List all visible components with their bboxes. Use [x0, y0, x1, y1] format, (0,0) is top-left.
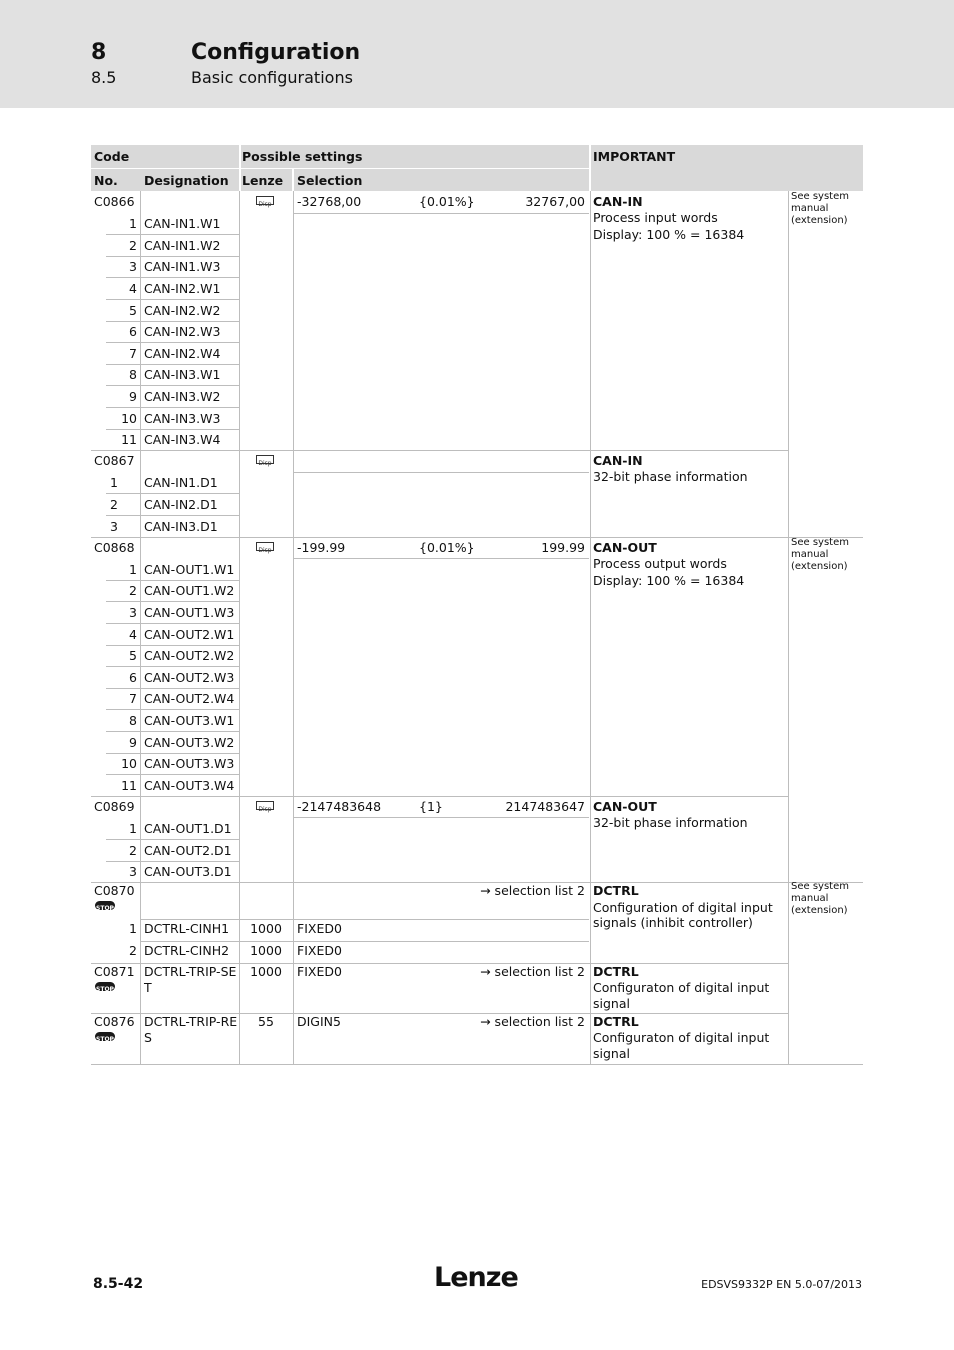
row-divider	[106, 753, 239, 754]
row-divider	[106, 277, 239, 278]
row-divider	[106, 861, 239, 862]
important-title: CAN-OUT	[593, 798, 657, 814]
row-designation: DCTRL-CINH2	[144, 943, 230, 959]
row-designation: CAN-OUT3.W3	[144, 756, 235, 772]
row-designation: CAN-IN3.W3	[144, 410, 221, 426]
row-divider	[91, 450, 788, 451]
important-text: signal	[593, 1046, 630, 1061]
important-title: CAN-IN	[593, 194, 643, 209]
row-designation: CAN-OUT1.W1	[144, 561, 235, 577]
row-designation: T	[144, 980, 152, 996]
important-text: signal	[593, 996, 630, 1012]
row-divider	[91, 796, 788, 797]
row-designation: CAN-IN1.D1	[144, 475, 218, 491]
row-number: 1	[129, 561, 137, 577]
row-designation: S	[144, 1030, 152, 1045]
important-text: Process output words	[593, 555, 727, 571]
row-designation: CAN-IN1.W2	[144, 237, 221, 253]
row-divider	[91, 1064, 863, 1065]
row-lenze: 1000	[250, 964, 282, 980]
row-designation: CAN-OUT1.D1	[144, 820, 232, 836]
row-designation: CAN-OUT1.W3	[144, 604, 235, 620]
row-number: 3	[129, 864, 137, 880]
row-divider	[106, 515, 239, 516]
important-text: signals (inhibit controller)	[593, 915, 753, 931]
section-title: Basic configurations	[191, 68, 353, 87]
range-step: {0.01%}	[419, 194, 475, 209]
row-number: 6	[129, 324, 137, 340]
range-min: -32768,00	[297, 194, 362, 209]
row-designation: CAN-OUT1.W2	[144, 583, 235, 599]
row-divider	[91, 537, 863, 538]
see-manual-note: manual	[791, 893, 829, 905]
row-divider	[294, 213, 589, 214]
row-selection: FIXED0	[297, 964, 342, 980]
important-text: 32-bit phase information	[593, 814, 748, 830]
see-manual-note: See system	[791, 191, 849, 202]
header-important: IMPORTANT	[593, 149, 676, 164]
row-designation: DCTRL-TRIP-RE	[144, 1014, 238, 1029]
header-code: Code	[94, 149, 130, 164]
row-divider	[106, 234, 239, 235]
important-text: Configuraton of digital input	[593, 980, 770, 996]
code-c0871: C0871	[94, 964, 135, 980]
see-manual-note: (extension)	[791, 560, 848, 572]
range-max: 32767,00	[525, 194, 585, 209]
range-step: {0.01%}	[419, 539, 475, 555]
stop-icon: STOP	[95, 1032, 115, 1041]
row-designation: CAN-OUT2.D1	[144, 842, 232, 858]
range-max: 2147483647	[505, 798, 585, 814]
row-divider	[294, 472, 589, 473]
row-divider	[106, 688, 239, 689]
row-number: 4	[129, 626, 137, 642]
row-lenze: 1000	[250, 943, 282, 959]
row-divider	[294, 558, 589, 559]
see-manual-note: (extension)	[791, 215, 848, 226]
important-text: Process input words	[593, 210, 718, 225]
disp-icon: Disp	[256, 801, 274, 810]
row-divider	[106, 731, 239, 732]
important-title: DCTRL	[593, 1014, 639, 1029]
row-divider	[106, 429, 239, 430]
row-divider	[106, 709, 239, 710]
row-designation: CAN-OUT2.W4	[144, 691, 235, 707]
row-designation: CAN-OUT2.W2	[144, 648, 235, 664]
important-text: 32-bit phase information	[593, 469, 748, 485]
row-number: 1	[129, 216, 137, 232]
stop-icon: STOP	[95, 901, 115, 910]
important-text: Configuraton of digital input	[593, 1030, 770, 1045]
selection-ref: → selection list 2	[480, 1014, 585, 1029]
row-designation: DCTRL-TRIP-SE	[144, 964, 237, 980]
header-selection: Selection	[297, 173, 363, 188]
row-number: 1	[129, 820, 137, 836]
row-designation: CAN-IN2.W3	[144, 324, 221, 340]
section-number: 8.5	[91, 68, 117, 87]
chapter-title: Configuration	[191, 40, 361, 65]
code-c0876: C0876	[94, 1014, 135, 1029]
row-divider	[106, 623, 239, 624]
row-divider	[106, 601, 239, 602]
selection-ref: → selection list 2	[480, 883, 585, 899]
row-number: 6	[129, 669, 137, 685]
important-title: CAN-OUT	[593, 539, 657, 555]
row-number: 1	[110, 475, 118, 491]
row-designation: CAN-OUT2.W3	[144, 669, 235, 685]
row-divider	[106, 774, 239, 775]
row-designation: CAN-OUT3.D1	[144, 864, 232, 880]
row-divider	[106, 839, 239, 840]
column-divider	[590, 191, 591, 1064]
row-number: 5	[129, 302, 137, 318]
code-c0868: C0868	[94, 539, 135, 555]
see-manual-note: See system	[791, 536, 849, 548]
row-number: 11	[121, 432, 137, 448]
row-number: 3	[129, 259, 137, 275]
stop-icon: STOP	[95, 982, 115, 991]
row-designation: CAN-IN1.W1	[144, 216, 221, 232]
disp-icon: Disp	[256, 455, 274, 464]
code-c0869: C0869	[94, 798, 135, 814]
disp-icon: Disp	[256, 196, 274, 205]
range-max: 199.99	[541, 539, 585, 555]
row-divider	[294, 817, 589, 818]
row-designation: CAN-IN2.W2	[144, 302, 221, 318]
row-designation: CAN-IN2.D1	[144, 496, 218, 512]
row-designation: CAN-IN3.W4	[144, 432, 221, 448]
see-manual-note: manual	[791, 203, 829, 214]
row-number: 11	[121, 777, 137, 793]
row-number: 7	[129, 345, 137, 361]
row-number: 2	[129, 943, 137, 959]
column-divider	[788, 191, 789, 1064]
row-designation: CAN-IN3.W2	[144, 388, 221, 404]
row-designation: DCTRL-CINH1	[144, 921, 230, 937]
row-number: 8	[129, 712, 137, 728]
important-text: Display: 100 % = 16384	[593, 572, 745, 588]
row-designation: CAN-OUT2.W1	[144, 626, 235, 642]
code-c0866: C0866	[94, 194, 135, 209]
row-number: 1	[129, 921, 137, 937]
see-manual-note: manual	[791, 548, 829, 560]
page-number: 8.5-42	[93, 1276, 144, 1292]
range-min: -2147483648	[297, 798, 382, 814]
row-number: 10	[121, 756, 137, 772]
header-no: No.	[94, 173, 118, 188]
row-lenze: 1000	[250, 921, 282, 937]
important-title: DCTRL	[593, 883, 639, 899]
row-designation: CAN-OUT3.W4	[144, 777, 235, 793]
row-selection: FIXED0	[297, 943, 342, 959]
row-divider	[106, 321, 239, 322]
row-number: 9	[129, 388, 137, 404]
row-designation: CAN-OUT3.W2	[144, 734, 235, 750]
header-possible-settings: Possible settings	[242, 149, 363, 164]
important-text: Display: 100 % = 16384	[593, 227, 745, 242]
row-number: 4	[129, 280, 137, 296]
row-designation: CAN-IN1.W3	[144, 259, 221, 275]
row-designation: CAN-IN3.W1	[144, 367, 221, 383]
row-number: 3	[110, 518, 118, 534]
row-divider	[106, 342, 239, 343]
row-designation: CAN-IN3.D1	[144, 518, 218, 534]
row-designation: CAN-IN2.W4	[144, 345, 221, 361]
row-divider	[106, 385, 239, 386]
row-divider	[106, 645, 239, 646]
lenze-logo: Lenze	[434, 1262, 518, 1293]
header-designation: Designation	[144, 173, 229, 188]
row-divider	[106, 299, 239, 300]
row-selection: FIXED0	[297, 921, 342, 937]
row-selection: DIGIN5	[297, 1014, 341, 1029]
chapter-number: 8	[91, 40, 107, 65]
header-lenze: Lenze	[242, 173, 284, 188]
see-manual-note: (extension)	[791, 905, 848, 917]
row-divider	[106, 493, 239, 494]
row-number: 7	[129, 691, 137, 707]
document-id: EDSVS9332P EN 5.0-07/2013	[701, 1278, 862, 1291]
row-number: 2	[129, 237, 137, 253]
code-c0867: C0867	[94, 453, 135, 469]
column-divider	[140, 191, 141, 1064]
row-number: 8	[129, 367, 137, 383]
row-number: 2	[129, 842, 137, 858]
range-step: {1}	[419, 798, 443, 814]
important-text: Configuration of digital input	[593, 900, 773, 916]
range-min: -199.99	[297, 539, 346, 555]
row-designation: CAN-OUT3.W1	[144, 712, 235, 728]
row-divider	[106, 364, 239, 365]
row-number: 2	[129, 583, 137, 599]
row-divider	[106, 666, 239, 667]
row-divider	[106, 407, 239, 408]
selection-ref: → selection list 2	[480, 964, 585, 980]
disp-icon: Disp	[256, 542, 274, 551]
row-number: 10	[121, 410, 137, 426]
row-number: 2	[110, 496, 118, 512]
row-divider	[106, 256, 239, 257]
row-number: 9	[129, 734, 137, 750]
row-divider	[106, 580, 239, 581]
row-number: 5	[129, 648, 137, 664]
row-divider	[140, 941, 589, 942]
row-number: 3	[129, 604, 137, 620]
row-designation: CAN-IN2.W1	[144, 280, 221, 296]
important-title: DCTRL	[593, 964, 639, 980]
row-divider	[140, 919, 589, 920]
row-lenze: 55	[258, 1014, 274, 1029]
code-c0870: C0870	[94, 883, 135, 899]
important-title: CAN-IN	[593, 453, 643, 469]
see-manual-note: See system	[791, 881, 849, 893]
